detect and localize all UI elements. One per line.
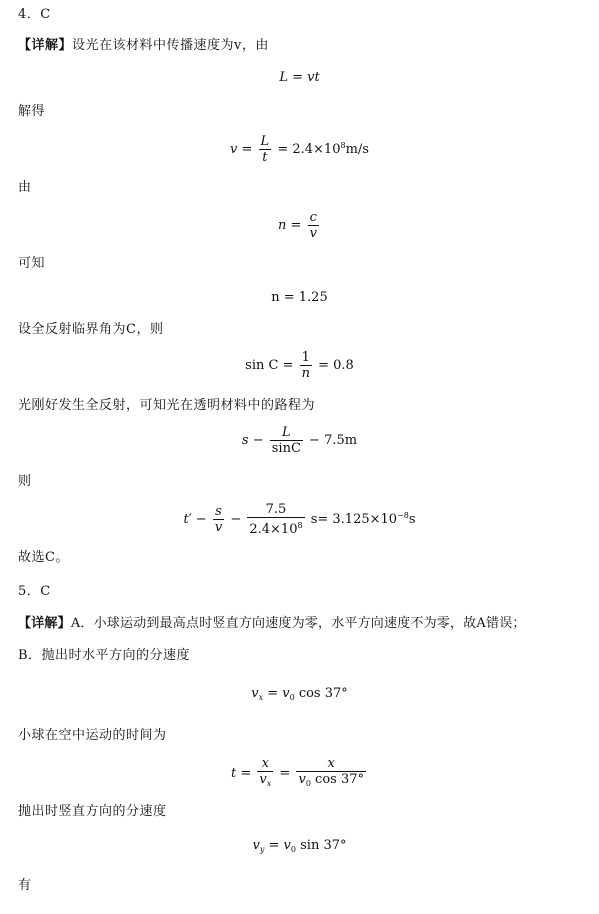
- q4-eq3-lhs: n =: [278, 218, 302, 233]
- q4-eq7-f1-den: v: [214, 520, 223, 535]
- q4-eq7-fraction-2: [247, 502, 304, 537]
- q5-detail-tag: 【详解】: [18, 616, 71, 631]
- q5-eq2-lhs: t =: [231, 766, 252, 781]
- q5-partB: B．抛出时水平方向的分速度: [18, 648, 191, 663]
- q4-eq3-num: c: [308, 210, 319, 226]
- q5-eq3-rhs: sin 37°: [295, 838, 347, 853]
- q4-choose: 故选C。: [18, 550, 69, 565]
- q4-detail-tag: 【详解】: [18, 38, 73, 53]
- q5-eq1: [0, 686, 599, 706]
- q4-eq7-f2-num: 7.5: [247, 502, 304, 518]
- q4-eq6-fraction: [270, 425, 303, 456]
- q4-eq5-fraction: [300, 350, 312, 381]
- q4-eq7-f2-den: 2.4×10: [249, 522, 298, 537]
- q4-eq2-den: t: [262, 150, 268, 165]
- q4-eq5-num: 1: [300, 350, 312, 366]
- q4-eq4: n = 1.25: [271, 290, 328, 305]
- q5-eq2-f2-den-rest: cos 37°: [310, 772, 364, 787]
- q4-eq5: [0, 350, 599, 381]
- q5-eq2-f2-num: x: [296, 756, 366, 772]
- q4-heading: 4．C: [18, 7, 51, 22]
- q4-eq2: [0, 134, 599, 165]
- q4-eq7: [0, 502, 599, 537]
- q4-eq7-f1-num: s: [213, 504, 224, 520]
- q4-eq2-lhs: v =: [230, 142, 253, 157]
- q4-eq2-fraction: [259, 134, 272, 165]
- q5-eq2-fraction-1: [257, 756, 273, 791]
- q5-eq2-eq: =: [279, 766, 291, 781]
- q5-eq2-fraction-2: [296, 756, 366, 791]
- q4-eq7-f2-den-exp: 8: [297, 521, 303, 530]
- q5-eq2-f1-num: x: [257, 756, 273, 772]
- q4-eq3-fraction: [308, 210, 319, 241]
- q4-critical: 设全反射临界角为C，则: [18, 322, 164, 337]
- q5-eq3: [0, 838, 599, 858]
- q4-eq3-den: v: [309, 226, 317, 241]
- q5-eq2-f2-den-v: v: [298, 772, 306, 787]
- q5-eq1-v: v: [251, 686, 259, 701]
- q4-solve: 解得: [18, 104, 46, 119]
- q5-eq2-f2-den: [296, 772, 366, 791]
- q4-eq6-den: sinC: [271, 441, 301, 456]
- q5-heading: 5．C: [18, 584, 51, 599]
- q4-intro-line: [18, 38, 269, 54]
- q4-eq7-fraction-1: [213, 504, 224, 535]
- q5-have: 有: [18, 878, 32, 893]
- q4-eq5-rhs: = 0.8: [318, 358, 354, 373]
- q5-eq2-f2-den-sub: 0: [305, 779, 311, 788]
- q4-eq6-rhs: − 7.5m: [309, 433, 358, 448]
- q5-partA-line: [18, 616, 526, 632]
- q5-eq2-f1-den-v: v: [259, 772, 267, 787]
- q4-eq7-rhs-exp: −8: [397, 511, 409, 520]
- q4-eq7-rhs: s= 3.125×10: [310, 512, 398, 527]
- q5-eq3-eq: = v: [264, 838, 291, 853]
- q5-eq1-sub: x: [258, 693, 264, 702]
- q4-then: 则: [18, 474, 32, 489]
- q4-eq1: L = vt: [279, 70, 320, 85]
- q5-eq1-rhs: cos 37°: [294, 686, 348, 701]
- q5-eq3-sub: y: [259, 845, 265, 854]
- q4-intro: 设光在该材料中传播速度为v，由: [72, 38, 269, 53]
- q4-eq7-mid: −: [230, 512, 242, 527]
- q5-vert-text: 抛出时竖直方向的分速度: [18, 804, 167, 819]
- q5-eq2-f1-den: [257, 772, 273, 791]
- q4-eq6-num: L: [270, 425, 303, 441]
- q4-eq5-den: n: [301, 366, 310, 381]
- q4-eq7-unit: s: [408, 512, 416, 527]
- q5-eq2: [0, 756, 599, 791]
- q4-eq7-lhs: t′ −: [183, 512, 207, 527]
- q4-eq2-num: L: [260, 134, 270, 149]
- q4-by: 由: [18, 180, 32, 195]
- q4-path-text: 光刚好发生全反射，可知光在透明材料中的路程为: [18, 398, 316, 413]
- q4-eq6-lhs: s −: [241, 433, 264, 448]
- q4-eq2-unit: m/s: [345, 142, 369, 157]
- q4-eq6: [0, 425, 599, 456]
- q5-eq1-eq: = v: [263, 686, 290, 701]
- q5-time-text: 小球在空中运动的时间为: [18, 728, 167, 743]
- q4-eq2-rhs: = 2.4×10: [277, 142, 341, 157]
- q5-eq3-sub2: 0: [290, 845, 296, 854]
- q4-eq7-f2-den-wrap: [247, 518, 304, 537]
- q5-eq3-v: v: [252, 838, 260, 853]
- q4-known: 可知: [18, 256, 46, 271]
- q4-eq3: [0, 210, 599, 241]
- q5-eq1-sub2: 0: [289, 693, 295, 702]
- q4-eq2-exp: 8: [340, 141, 346, 150]
- q5-partA: A．小球运动到最高点时竖直方向速度为零，水平方向速度不为零，故A错误；: [70, 616, 526, 631]
- q4-eq5-lhs: sin C =: [245, 358, 294, 373]
- q5-eq2-f1-den-sub: x: [266, 779, 272, 788]
